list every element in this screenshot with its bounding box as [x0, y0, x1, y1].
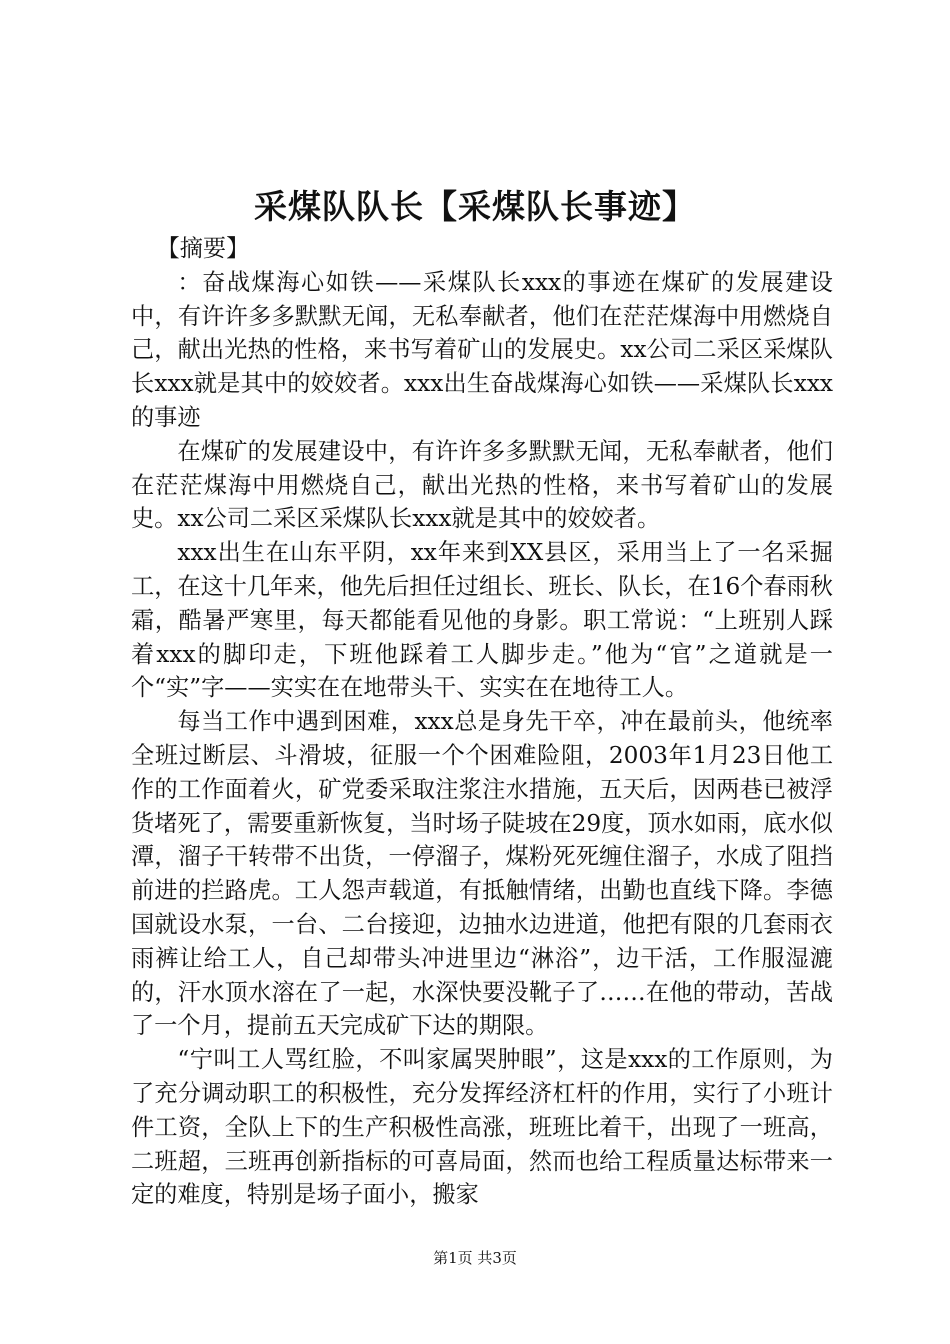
page-number-footer: 第1页 共3页 — [433, 1249, 517, 1267]
abstract-label: 【摘要】 — [156, 235, 250, 262]
document-title: 采煤队队长【采煤队长事迹】 — [254, 187, 696, 226]
body-paragraph: 在煤矿的发展建设中，有许许多多默默无闻，无私奉献者，他们在茫茫煤海中用燃烧自己，献出光热的性格，来书写着矿山的发展史。xx公司二采区采煤队长xxx就是其中的姣姣者。 — [131, 437, 833, 533]
abstract-paragraph: ：奋战煤海心如铁——采煤队长xxx的事迹在煤矿的发展建设中，有许许多多默默无闻，无私奉献者，他们在茫茫煤海中用燃烧自己，献出光热的性格，来书写着矿山的发展史。xx公司二采区采煤队长xxx就是其中的姣姣者。xxx出生奋战煤海心如铁——采煤队长xxx的事迹 — [131, 268, 833, 431]
body-paragraph: xxx出生在山东平阴，xx年来到XX县区，采用当上了一名采掘工，在这十几年来，他先后担任过组长、班长、队长，在16个春雨秋霜，酷暑严寒里，每天都能看见他的身影。职工常说：“上班别人踩着xxx的脚印走，下班他踩着工人脚步走。”他为“官”之道就是一个“实”字——实实在在地带头干、实实在在地待工人。 — [131, 539, 833, 702]
body-paragraph: 每当工作中遇到困难，xxx总是身先干卒，冲在最前头，他统率全班过断层、斗滑坡，征服一个个困难险阻，2003年1月23日他工作的工作面着火，矿党委采取注浆注水措施，五天后，因两巷已被浮货堵死了，需要重新恢复，当时场子陡坡在29度，顶水如雨，底水似潭，溜子干转带不出货，一停溜子，煤粉死死缠住溜子，水成了阻挡前进的拦路虎。工人怨声载道，有抵触情绪，出勤也直线下降。李德国就设水泵，一台、二台接迎，边抽水边进道，他把有限的几套雨衣雨裤让给工人，自己却带头冲进里边“淋浴”，边干活，工作服湿漉的，汗水顶水溶在了一起，水深快要没靴子了……在他的带动，苦战了一个月，提前五天完成矿下达的期限。 — [131, 708, 833, 1040]
document-body — [131, 232, 833, 1212]
body-paragraph: “宁叫工人骂红脸，不叫家属哭肿眼”，这是xxx的工作原则，为了充分调动职工的积极性，充分发挥经济杠杆的作用，实行了小班计件工资，全队上下的生产积极性高涨，班班比着干，出现了一班高，二班超，三班再创新指标的可喜局面，然而也给工程质量达标带来一定的难度，特别是场子面小，搬家 — [131, 1046, 833, 1209]
